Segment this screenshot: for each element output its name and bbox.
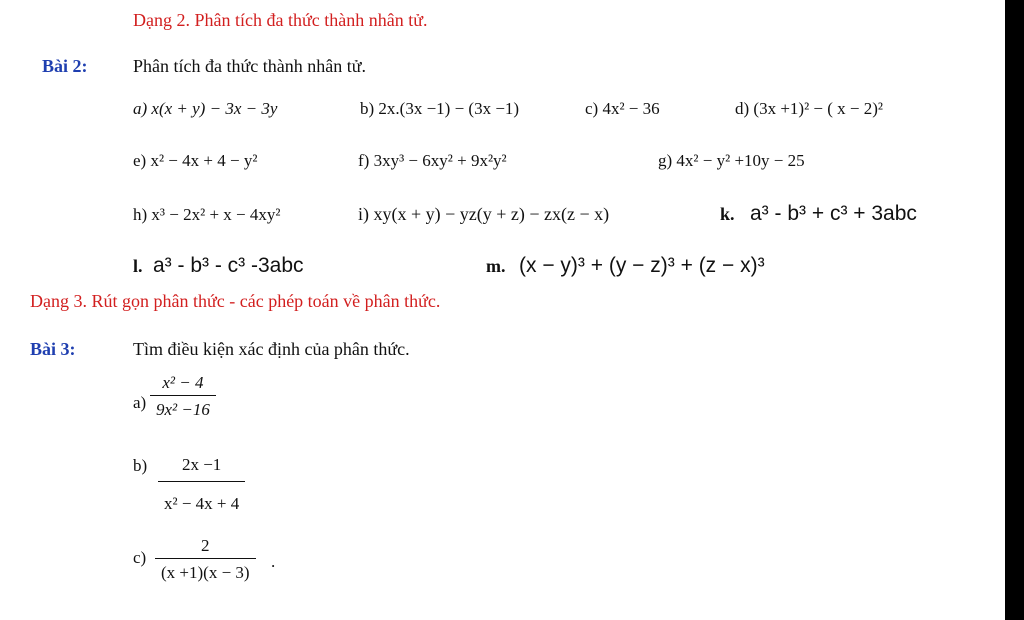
fraction-b-label: b) xyxy=(133,456,148,475)
item-b: b) 2x.(3x −1) − (3x −1) xyxy=(360,99,520,118)
section3-title: Dạng 3. Rút gọn phân thức - các phép toán về phân thức. xyxy=(30,291,441,311)
item-i: i) xy(x + y) − yz(y + z) − zx(z − x) xyxy=(358,204,610,224)
item-k-label: k. xyxy=(720,204,735,224)
item-g: g) 4x² − y² +10y − 25 xyxy=(658,151,805,170)
exercise2-label: Bài 2: xyxy=(42,56,88,76)
fraction-c-denominator: (x +1)(x − 3) xyxy=(161,563,250,582)
exercise3-instruction: Tìm điều kiện xác định của phân thức. xyxy=(133,339,410,359)
fraction-c xyxy=(155,536,256,583)
item-k-expr: a³ - b³ + c³ + 3abc xyxy=(750,202,917,225)
item-e: e) x² − 4x + 4 − y² xyxy=(133,151,258,170)
item-m-expr: (x − y)³ + (y − z)³ + (z − x)³ xyxy=(519,254,765,277)
fraction-a-label: a) xyxy=(133,393,147,412)
item-h: h) x³ − 2x² + x − 4xy² xyxy=(133,205,281,224)
item-l-label: l. xyxy=(133,256,143,276)
fraction-b-denominator: x² − 4x + 4 xyxy=(164,494,240,513)
window-edge-bar xyxy=(1005,0,1024,620)
fraction-a-numerator: x² − 4 xyxy=(162,373,204,392)
fraction-b xyxy=(158,455,245,514)
item-a: a) x(x + y) − 3x − 3y xyxy=(133,99,278,118)
fraction-c-numerator: 2 xyxy=(201,536,210,555)
item-d: d) (3x +1)² − ( x − 2)² xyxy=(735,99,884,118)
fraction-c-label: c) xyxy=(133,548,147,567)
fraction-b-numerator: 2x −1 xyxy=(181,455,222,474)
exercise2-instruction: Phân tích đa thức thành nhân tử. xyxy=(133,56,366,76)
item-c: c) 4x² − 36 xyxy=(585,99,660,118)
item-l-expr: a³ - b³ - c³ -3abc xyxy=(153,254,304,277)
fraction-a xyxy=(150,373,216,420)
fraction-a-denominator: 9x² −16 xyxy=(156,400,210,419)
exercise3-label: Bài 3: xyxy=(30,339,76,359)
section2-title: Dạng 2. Phân tích đa thức thành nhân tử. xyxy=(133,10,428,30)
item-m-label: m. xyxy=(486,256,506,276)
item-f: f) 3xy³ − 6xy² + 9x²y² xyxy=(358,151,507,170)
fraction-c-period: . xyxy=(271,552,276,571)
